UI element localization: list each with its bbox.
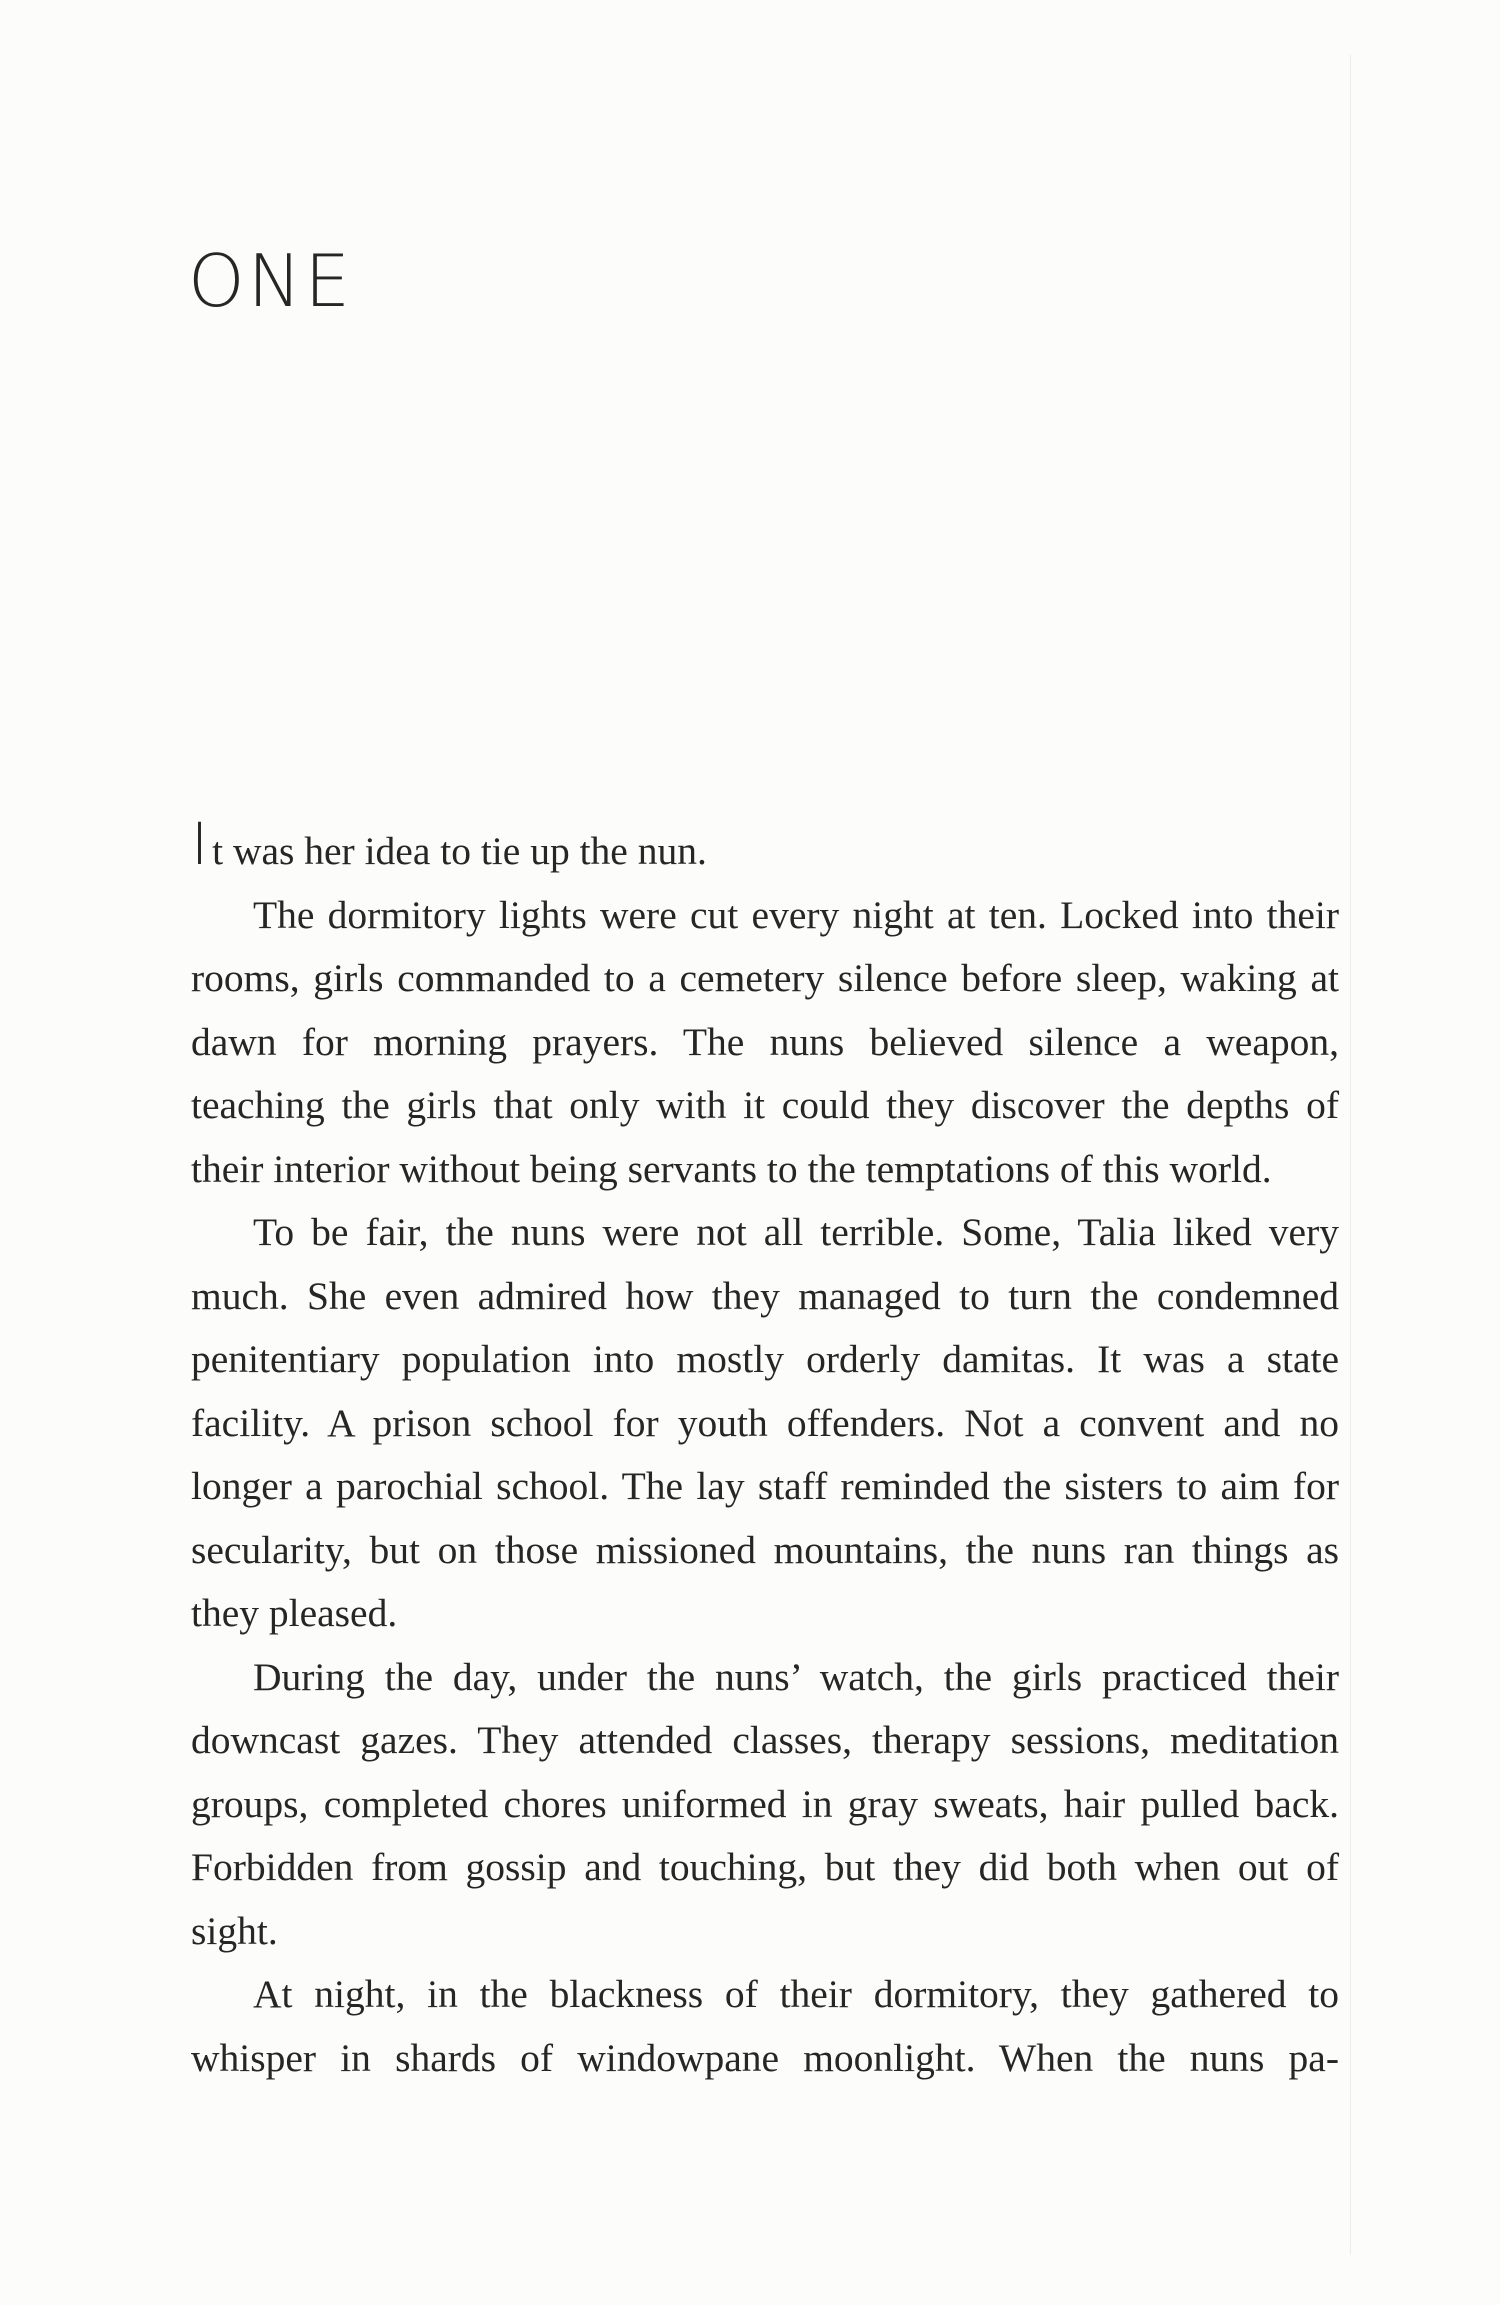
paragraph-5: At night, in the blackness of their dormitory, they gathered to whisper in shards of windowpane moonlight. When the nuns pa- xyxy=(191,1972,1339,2080)
paragraph-3: To be fair, the nuns were not all terrible. Some, Talia liked very much. She even admired how they managed to turn the condemned penitentiary population into mostly orderly damitas. It was a state facility. A prison school for youth offenders. Not a convent and no longer a parochial school. The lay staff reminded the sisters to aim for secularity, but on those missioned mountains, the nuns ran things as they pleased. xyxy=(191,1210,1339,1635)
paragraph-4: During the day, under the nuns’ watch, the girls practiced their downcast gazes. They attended classes, therapy sessions, meditation groups, completed chores uniformed in gray sweats, hair pulled back. Forbidden from gossip and touching, but they did both when out of sight. xyxy=(191,1654,1339,1953)
chapter-title: ONE xyxy=(188,239,354,323)
paragraph-1-text: t was her idea to tie up the nun. xyxy=(212,829,707,873)
page-edge-shadow xyxy=(1350,55,1351,2255)
paragraph-1 xyxy=(191,810,1339,884)
chapter-body xyxy=(191,810,1339,2090)
paragraph-2: The dormitory lights were cut every night at ten. Locked into their rooms, girls commanded to a cemetery silence before sleep, waking at dawn for morning prayers. The nuns believed silence a weapon, teaching the girls that only with it could they discover the depths of their interior without being servants to the temptations of this world. xyxy=(191,892,1339,1191)
drop-cap: I xyxy=(191,810,213,878)
